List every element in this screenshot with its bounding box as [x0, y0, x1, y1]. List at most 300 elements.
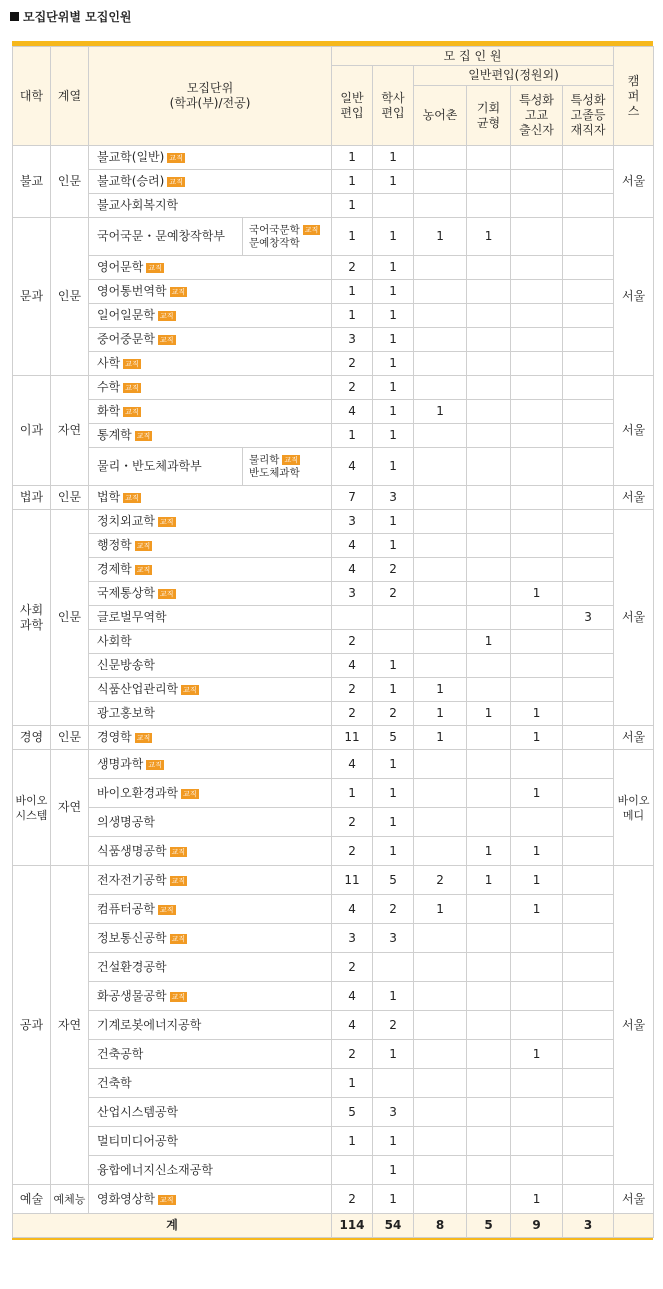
unit-cell: 생명과학 교직 [89, 750, 332, 779]
work-cell [563, 750, 614, 779]
unit-cell: 식품산업관리학 교직 [89, 678, 332, 702]
eq-cell [467, 304, 511, 328]
eq-cell [467, 280, 511, 304]
teaching-badge: 교직 [136, 566, 151, 574]
farm-cell [414, 510, 467, 534]
work-cell [563, 895, 614, 924]
work-cell [563, 924, 614, 953]
farm-cell [414, 424, 467, 448]
gen-cell: 7 [332, 486, 373, 510]
spec-cell [511, 1069, 563, 1098]
eq-cell: 1 [467, 630, 511, 654]
teaching-badge: 교직 [125, 384, 139, 392]
spec-cell: 1 [511, 702, 563, 726]
bach-cell: 2 [373, 1011, 414, 1040]
farm-cell [414, 376, 467, 400]
work-cell: 3 [563, 606, 614, 630]
table-row [13, 424, 654, 448]
work-cell [563, 1185, 614, 1214]
eq-cell [467, 376, 511, 400]
bach-cell [373, 953, 414, 982]
table-row [13, 808, 654, 837]
eq-cell [467, 606, 511, 630]
total-campus [614, 1214, 654, 1238]
farm-cell [414, 146, 467, 170]
bach-cell: 2 [373, 558, 414, 582]
unit-cell: 산업시스템공학 [89, 1098, 332, 1127]
gen-cell: 3 [332, 510, 373, 534]
table-row [13, 895, 654, 924]
field-cell: 자연 [51, 866, 89, 1185]
gen-cell: 2 [332, 630, 373, 654]
table-row [13, 1127, 654, 1156]
gen-cell: 2 [332, 837, 373, 866]
teaching-badge: 교직 [148, 760, 162, 769]
farm-cell: 1 [414, 895, 467, 924]
gen-cell: 2 [332, 352, 373, 376]
gen-cell: 11 [332, 726, 373, 750]
farm-cell [414, 606, 467, 630]
eq-cell [467, 779, 511, 808]
bach-cell [373, 606, 414, 630]
bach-cell: 2 [373, 895, 414, 924]
gen-cell: 5 [332, 1098, 373, 1127]
farm-cell [414, 779, 467, 808]
spec-cell [511, 606, 563, 630]
gen-cell: 2 [332, 1040, 373, 1069]
eq-cell: 1 [467, 866, 511, 895]
bach-cell: 5 [373, 726, 414, 750]
bach-cell [373, 630, 414, 654]
eq-cell [467, 534, 511, 558]
header-farm: 농어촌 [414, 86, 467, 146]
total-farm: 8 [414, 1214, 467, 1238]
table-header [13, 47, 654, 146]
eq-cell [467, 486, 511, 510]
bach-cell: 1 [373, 1127, 414, 1156]
eq-cell [467, 953, 511, 982]
gen-cell: 1 [332, 1069, 373, 1098]
teaching-badge: 교직 [171, 992, 186, 1001]
recruit-table-wrapper [12, 41, 653, 1240]
gen-cell: 4 [332, 982, 373, 1011]
spec-cell: 1 [511, 779, 563, 808]
farm-cell [414, 1156, 467, 1185]
bach-cell: 1 [373, 534, 414, 558]
teaching-badge: 교직 [169, 178, 183, 186]
teaching-badge: 교직 [284, 455, 298, 464]
field-cell: 자연 [51, 376, 89, 486]
gen-cell: 1 [332, 779, 373, 808]
work-cell [563, 1011, 614, 1040]
bach-cell: 1 [373, 146, 414, 170]
work-cell [563, 280, 614, 304]
farm-cell: 1 [414, 702, 467, 726]
unit-cell: 영어문학 교직 [89, 256, 332, 280]
eq-cell [467, 895, 511, 924]
work-cell [563, 534, 614, 558]
spec-cell [511, 1127, 563, 1156]
field-cell: 인문 [51, 486, 89, 510]
table-row [13, 678, 654, 702]
work-cell [563, 630, 614, 654]
eq-cell: 1 [467, 702, 511, 726]
teaching-badge: 교직 [304, 225, 319, 234]
unit-cell: 정보통신공학 교직 [89, 924, 332, 953]
bach-cell: 2 [373, 582, 414, 606]
work-cell [563, 170, 614, 194]
eq-cell [467, 1040, 511, 1069]
header-special: 특성화 고교 출신자 [511, 86, 563, 146]
work-cell [563, 1098, 614, 1127]
work-cell [563, 448, 614, 486]
table-row [13, 170, 654, 194]
total-gen: 114 [332, 1214, 373, 1238]
eq-cell [467, 1185, 511, 1214]
work-cell [563, 400, 614, 424]
gen-cell [332, 1156, 373, 1185]
work-cell [563, 678, 614, 702]
teaching-badge: 교직 [136, 734, 151, 742]
farm-cell [414, 194, 467, 218]
unit-cell: 광고홍보학 [89, 702, 332, 726]
teaching-badge: 교직 [171, 876, 186, 885]
gen-cell: 3 [332, 328, 373, 352]
work-cell [563, 146, 614, 170]
bach-cell: 1 [373, 218, 414, 256]
farm-cell [414, 982, 467, 1011]
section-title-text: 모집단위별 모집인원 [23, 10, 132, 24]
work-cell [563, 218, 614, 256]
bach-cell: 1 [373, 352, 414, 376]
table-row [13, 280, 654, 304]
teaching-badge: 교직 [159, 590, 174, 598]
farm-cell [414, 654, 467, 678]
campus-cell: 서울 [614, 1185, 654, 1214]
farm-cell [414, 582, 467, 606]
teaching-badge: 교직 [136, 432, 151, 440]
univ-cell: 바이오 시스템 [13, 750, 51, 866]
unit-cell: 융합에너지신소재공학 [89, 1156, 332, 1185]
gen-cell: 4 [332, 534, 373, 558]
farm-cell: 1 [414, 678, 467, 702]
teaching-badge: 교직 [183, 789, 197, 798]
eq-cell [467, 1011, 511, 1040]
table-row [13, 328, 654, 352]
bach-cell: 1 [373, 750, 414, 779]
teaching-badge: 교직 [125, 360, 139, 368]
farm-cell [414, 558, 467, 582]
teaching-badge: 교직 [125, 494, 139, 502]
table-row [13, 352, 654, 376]
farm-cell: 1 [414, 400, 467, 424]
unit-cell: 통계학 교직 [89, 424, 332, 448]
bach-cell: 1 [373, 678, 414, 702]
spec-cell [511, 953, 563, 982]
farm-cell [414, 1069, 467, 1098]
recruit-table [12, 46, 654, 1238]
work-cell [563, 982, 614, 1011]
eq-cell [467, 654, 511, 678]
unit-cell: 불교학(승려) 교직 [89, 170, 332, 194]
work-cell [563, 1040, 614, 1069]
campus-cell: 바이오 메디 [614, 750, 654, 866]
bach-cell: 1 [373, 779, 414, 808]
bach-cell: 1 [373, 654, 414, 678]
table-row [13, 726, 654, 750]
total-spec: 9 [511, 1214, 563, 1238]
gen-cell: 2 [332, 808, 373, 837]
bach-cell: 1 [373, 982, 414, 1011]
gen-cell: 4 [332, 654, 373, 678]
table-row [13, 448, 654, 486]
gen-cell: 1 [332, 280, 373, 304]
gen-cell: 4 [332, 558, 373, 582]
bach-cell: 1 [373, 400, 414, 424]
eq-cell [467, 194, 511, 218]
campus-cell: 서울 [614, 146, 654, 218]
spec-cell [511, 750, 563, 779]
bach-cell: 1 [373, 376, 414, 400]
spec-cell [511, 558, 563, 582]
eq-cell [467, 1127, 511, 1156]
table-body [13, 146, 654, 1238]
unit-cell: 바이오환경과학 교직 [89, 779, 332, 808]
work-cell [563, 779, 614, 808]
teaching-badge: 교직 [159, 336, 174, 344]
campus-cell: 서울 [614, 726, 654, 750]
teaching-badge: 교직 [159, 312, 174, 320]
unit-cell: 법학 교직 [89, 486, 332, 510]
gen-cell: 2 [332, 1185, 373, 1214]
bach-cell: 1 [373, 328, 414, 352]
farm-cell [414, 1011, 467, 1040]
unit-cell: 컴퓨터공학 교직 [89, 895, 332, 924]
gen-cell: 1 [332, 146, 373, 170]
gen-cell: 2 [332, 376, 373, 400]
gen-cell: 4 [332, 895, 373, 924]
unit-cell: 기계로봇에너지공학 [89, 1011, 332, 1040]
bach-cell: 1 [373, 256, 414, 280]
work-cell [563, 866, 614, 895]
table-row [13, 779, 654, 808]
square-bullet-icon [10, 12, 19, 21]
univ-cell: 불교 [13, 146, 51, 218]
spec-cell [511, 400, 563, 424]
teaching-badge: 교직 [136, 542, 151, 550]
bach-cell: 1 [373, 1040, 414, 1069]
bach-cell: 1 [373, 170, 414, 194]
work-cell [563, 726, 614, 750]
teaching-badge: 교직 [159, 1195, 174, 1204]
campus-cell: 서울 [614, 218, 654, 376]
table-row [13, 606, 654, 630]
bach-cell: 1 [373, 304, 414, 328]
spec-cell: 1 [511, 866, 563, 895]
table-row [13, 510, 654, 534]
table-row [13, 194, 654, 218]
univ-cell: 예술 [13, 1185, 51, 1214]
table-row [13, 630, 654, 654]
unit-cell: 경영학 교직 [89, 726, 332, 750]
work-cell [563, 558, 614, 582]
header-bachelor: 학사 편입 [373, 66, 414, 146]
eq-cell [467, 170, 511, 194]
bach-cell: 1 [373, 1156, 414, 1185]
work-cell [563, 256, 614, 280]
farm-cell [414, 1185, 467, 1214]
gen-cell: 1 [332, 1127, 373, 1156]
work-cell [563, 510, 614, 534]
unit-cell: 화공생물공학 교직 [89, 982, 332, 1011]
bach-cell: 1 [373, 808, 414, 837]
bach-cell: 2 [373, 702, 414, 726]
unit-cell: 건축학 [89, 1069, 332, 1098]
unit-cell: 글로벌무역학 [89, 606, 332, 630]
spec-cell [511, 808, 563, 837]
gen-cell: 1 [332, 170, 373, 194]
farm-cell [414, 1127, 467, 1156]
table-row [13, 1156, 654, 1185]
gen-cell: 3 [332, 924, 373, 953]
eq-cell [467, 1069, 511, 1098]
gen-cell: 1 [332, 194, 373, 218]
table-row [13, 924, 654, 953]
work-cell [563, 837, 614, 866]
work-cell [563, 582, 614, 606]
unit-cell: 건축공학 [89, 1040, 332, 1069]
section-title [10, 8, 132, 25]
table-row [13, 982, 654, 1011]
teaching-badge: 교직 [171, 934, 186, 943]
eq-cell [467, 982, 511, 1011]
work-cell [563, 953, 614, 982]
header-recruit: 모 집 인 원 [332, 47, 614, 66]
major-cell: 국어국문학 교직 문예창작학 [243, 218, 332, 256]
eq-cell [467, 146, 511, 170]
work-cell [563, 194, 614, 218]
table-row [13, 558, 654, 582]
farm-cell: 1 [414, 218, 467, 256]
univ-cell: 이과 [13, 376, 51, 486]
table-row [13, 486, 654, 510]
campus-cell: 서울 [614, 510, 654, 726]
eq-cell: 1 [467, 218, 511, 256]
eq-cell [467, 400, 511, 424]
table-row [13, 400, 654, 424]
table-row [13, 837, 654, 866]
unit-cell: 불교학(일반) 교직 [89, 146, 332, 170]
teaching-badge: 교직 [125, 408, 139, 416]
header-univ: 대학 [13, 47, 51, 146]
unit-cell: 사회학 [89, 630, 332, 654]
unit-cell: 식품생명공학 교직 [89, 837, 332, 866]
eq-cell: 1 [467, 837, 511, 866]
field-cell: 예체능 [51, 1185, 89, 1214]
unit-cell: 행정학 교직 [89, 534, 332, 558]
farm-cell [414, 256, 467, 280]
bach-cell: 1 [373, 424, 414, 448]
work-cell [563, 486, 614, 510]
bach-cell [373, 194, 414, 218]
spec-cell [511, 486, 563, 510]
gen-cell: 4 [332, 400, 373, 424]
work-cell [563, 304, 614, 328]
eq-cell [467, 510, 511, 534]
work-cell [563, 808, 614, 837]
table-row [13, 866, 654, 895]
header-worker: 특성화 고졸등 재직자 [563, 86, 614, 146]
eq-cell [467, 424, 511, 448]
table-row [13, 146, 654, 170]
gen-cell: 1 [332, 424, 373, 448]
spec-cell [511, 256, 563, 280]
spec-cell: 1 [511, 895, 563, 924]
eq-cell [467, 558, 511, 582]
unit-cell: 신문방송학 [89, 654, 332, 678]
work-cell [563, 654, 614, 678]
work-cell [563, 376, 614, 400]
farm-cell [414, 924, 467, 953]
unit-cell: 의생명공학 [89, 808, 332, 837]
unit-cell: 화학 교직 [89, 400, 332, 424]
teaching-badge: 교직 [171, 847, 186, 856]
spec-cell [511, 534, 563, 558]
gen-cell: 4 [332, 1011, 373, 1040]
gen-cell: 11 [332, 866, 373, 895]
eq-cell [467, 1156, 511, 1185]
unit-cell: 수학 교직 [89, 376, 332, 400]
table-row [13, 256, 654, 280]
unit-cell: 정치외교학 교직 [89, 510, 332, 534]
gen-cell: 2 [332, 678, 373, 702]
bach-cell: 1 [373, 280, 414, 304]
table-row [13, 953, 654, 982]
spec-cell [511, 1011, 563, 1040]
farm-cell [414, 534, 467, 558]
univ-cell: 법과 [13, 486, 51, 510]
major-cell: 물리학 교직 반도체과학 [243, 448, 332, 486]
spec-cell [511, 1098, 563, 1127]
unit-cell: 물리・반도체과학부 [89, 448, 243, 486]
total-eq: 5 [467, 1214, 511, 1238]
work-cell [563, 1069, 614, 1098]
table-row [13, 1185, 654, 1214]
unit-cell: 불교사회복지학 [89, 194, 332, 218]
eq-cell [467, 352, 511, 376]
gen-cell [332, 606, 373, 630]
eq-cell [467, 678, 511, 702]
gen-cell: 2 [332, 256, 373, 280]
table-row [13, 1011, 654, 1040]
eq-cell [467, 1098, 511, 1127]
eq-cell [467, 750, 511, 779]
spec-cell: 1 [511, 1040, 563, 1069]
farm-cell [414, 280, 467, 304]
gen-cell: 2 [332, 702, 373, 726]
spec-cell [511, 328, 563, 352]
teaching-badge: 교직 [159, 905, 174, 914]
bach-cell [373, 1069, 414, 1098]
header-campus: 캠 퍼 스 [614, 47, 654, 146]
teaching-badge: 교직 [169, 154, 183, 162]
unit-cell: 사학 교직 [89, 352, 332, 376]
spec-cell [511, 510, 563, 534]
gen-cell: 2 [332, 953, 373, 982]
spec-cell [511, 630, 563, 654]
bach-cell: 5 [373, 866, 414, 895]
table-row [13, 1069, 654, 1098]
